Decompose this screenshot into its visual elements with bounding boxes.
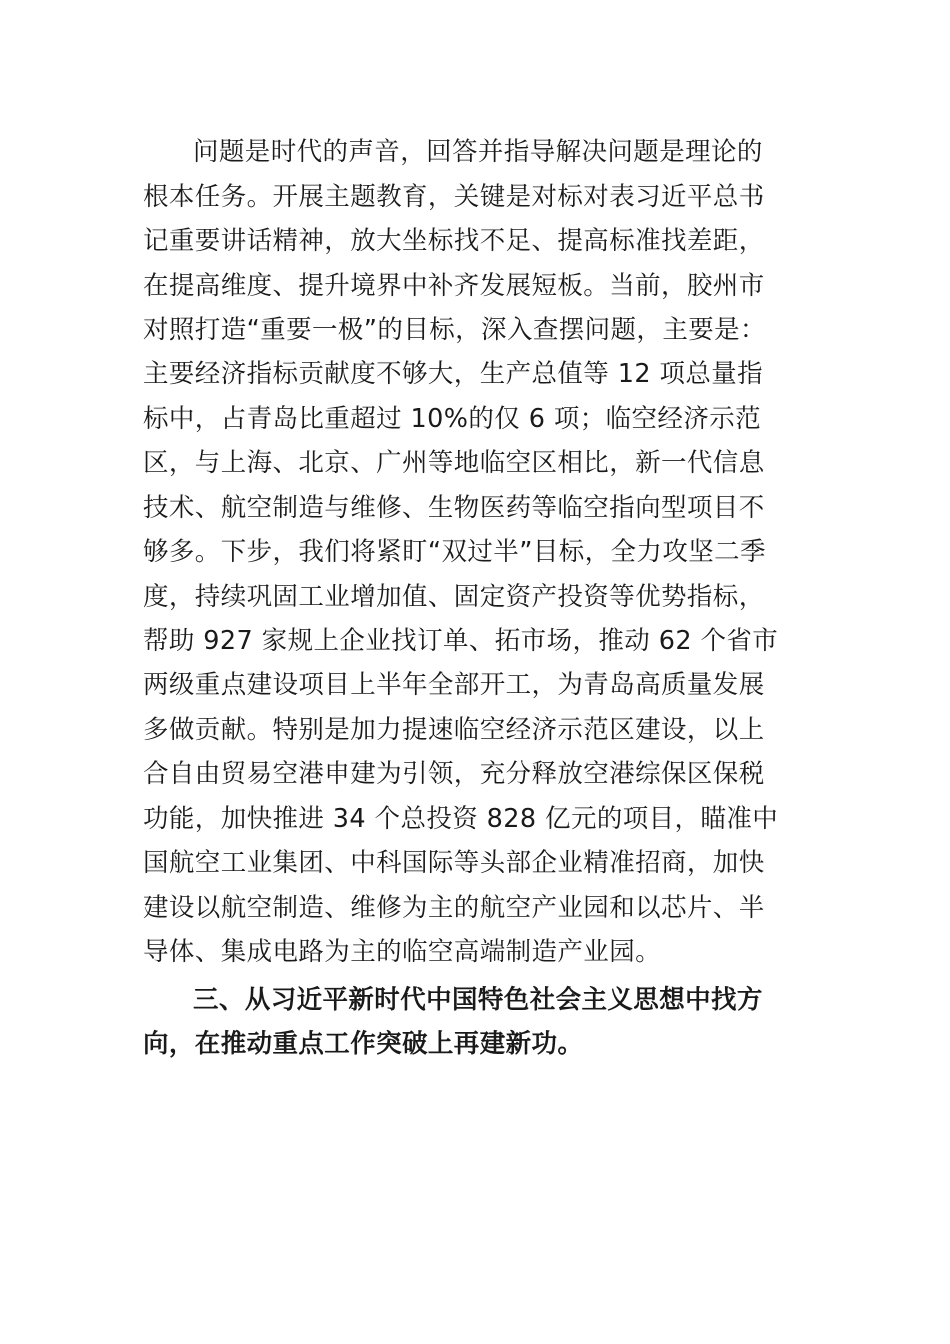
paragraph-line: 根本任务。开展主题教育，关键是对标对表习近平总书 — [143, 182, 765, 212]
paragraph-line: 够多。下步，我们将紧盯“双过半”目标，全力攻坚二季 — [143, 537, 766, 567]
heading-line: 向，在推动重点工作突破上再建新功。 — [143, 1029, 584, 1059]
paragraph-line: 区，与上海、北京、广州等地临空区相比，新一代信息 — [143, 448, 765, 478]
paragraph-line: 问题是时代的声音，回答并指导解决问题是理论的 — [193, 137, 763, 167]
paragraph-line: 两级重点建设项目上半年全部开工，为青岛高质量发展 — [143, 670, 765, 700]
paragraph-line: 对照打造“重要一极”的目标，深入查摆问题，主要是： — [143, 315, 766, 345]
paragraph-line: 技术、航空制造与维修、生物医药等临空指向型项目不 — [143, 493, 765, 523]
paragraph-line: 合自由贸易空港申建为引领，充分释放空港综保区保税 — [143, 759, 765, 789]
paragraph-line: 国航空工业集团、中科国际等头部企业精准招商，加快 — [143, 848, 765, 878]
paragraph-line: 功能，加快推进 34 个总投资 828 亿元的项目，瞄准中 — [143, 804, 779, 834]
paragraph-line: 度，持续巩固工业增加值、固定资产投资等优势指标， — [143, 582, 765, 612]
paragraph-line: 在提高维度、提升境界中补齐发展短板。当前，胶州市 — [143, 271, 765, 301]
heading-line: 三、从习近平新时代中国特色社会主义思想中找方 — [193, 985, 763, 1015]
paragraph-line: 导体、集成电路为主的临空高端制造产业园。 — [143, 937, 662, 967]
paragraph-line: 帮助 927 家规上企业找订单、拓市场，推动 62 个省市 — [143, 626, 779, 656]
paragraph-line: 建设以航空制造、维修为主的航空产业园和以芯片、半 — [143, 893, 765, 923]
paragraph-line: 主要经济指标贡献度不够大，生产总值等 12 项总量指 — [143, 359, 764, 389]
paragraph-line: 多做贡献。特别是加力提速临空经济示范区建设，以上 — [143, 715, 765, 745]
paragraph-line: 标中，占青岛比重超过 10%的仅 6 项；临空经济示范 — [143, 404, 762, 434]
paragraph-line: 记重要讲话精神，放大坐标找不足、提高标准找差距， — [143, 226, 765, 256]
